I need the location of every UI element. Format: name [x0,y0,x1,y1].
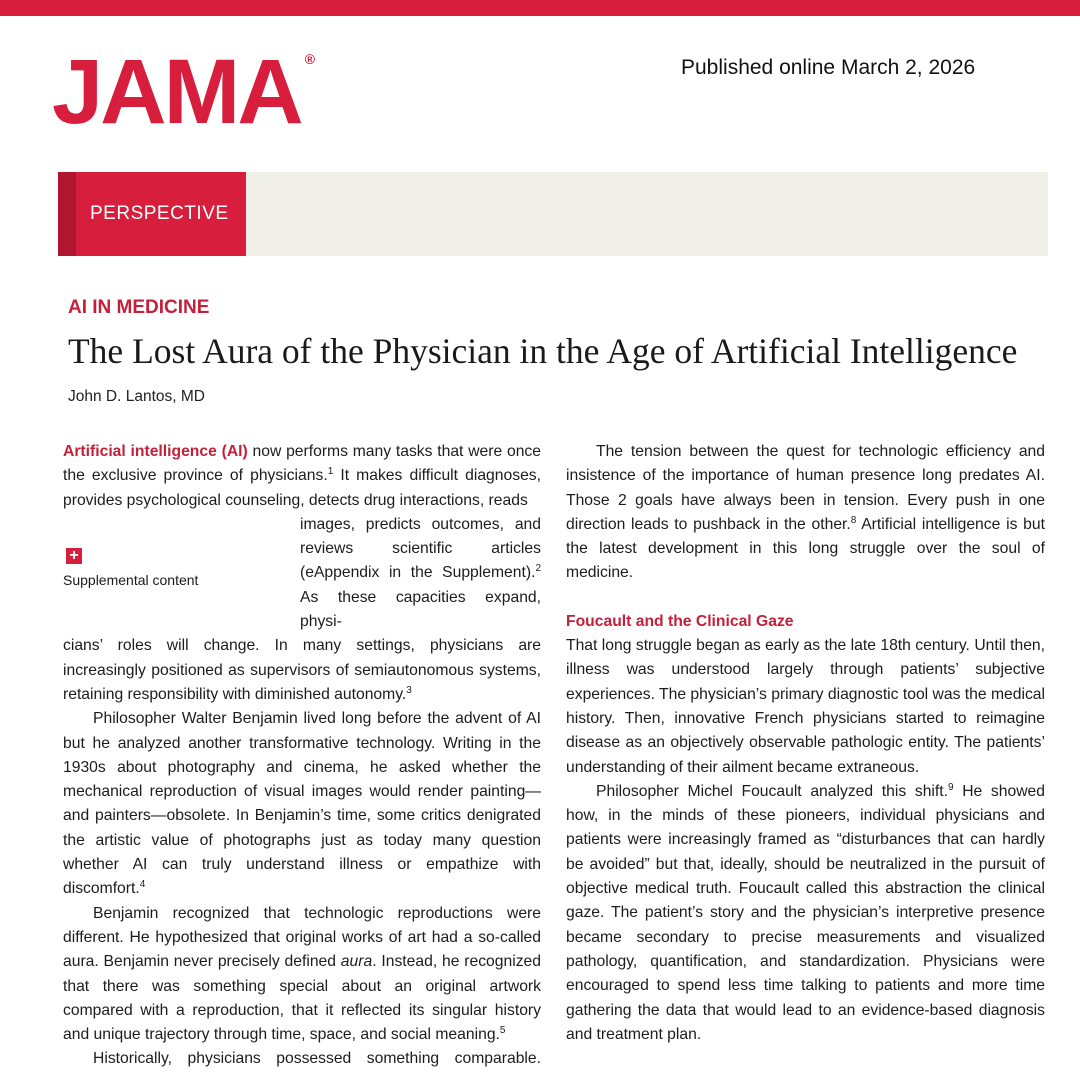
section-heading: Foucault and the Clinical Gaze [566,612,794,630]
lead-in: Artificial intelligence (AI) [63,443,248,460]
paragraph-text: cians’ roles will change. In many settings, physicians are increasingly positioned as supervisors of semiautonomous systems, retaining responsibility with diminished autonomy. [63,637,541,703]
registered-mark: ® [304,51,316,67]
supplemental-content-link[interactable]: Supplemental content [63,572,199,588]
article-type-label: PERSPECTIVE [90,203,229,224]
publication-date: Published online March 2, 2026 [681,56,976,79]
top-accent-bar [0,0,1080,16]
paragraph-1 [63,440,541,513]
section-label: AI IN MEDICINE [68,297,210,318]
reference-9[interactable]: 9 [948,781,954,793]
article-title: The Lost Aura of the Physician in the Age of Artificial Intelligence [68,331,1018,371]
reference-2[interactable]: 2 [535,563,541,575]
emphasis-aura: aura [340,953,373,971]
paragraph-text: That long struggle began as early as the late 18th century. Until then, illness was understood largely through patients’ subjective experiences. The physician’s primary diagnostic tool was the medical history. Then, innovative French physicians started to reimagine disease as an objectively observable pathologic entity. The patients’ understanding of their ailment became extraneous. [566,637,1045,776]
paragraph-text: now performs many tasks that were once the exclusive province of physicians. [63,443,541,485]
reference-4[interactable]: 4 [139,879,146,891]
paragraph-text: Philosopher Walter Benjamin lived long before the advent of AI but he analyzed another transformative technology. Writing in the 1930s about photography and cinema, he asked whether the mechanical reproduction of visual images would render painting—and painters—obsolete. In Benjamin’s time, some critics denigrated the artistic value of photographs just as today many question whether AI can truly understand illness or empathize with discomfort. [63,710,541,898]
paragraph-text: Benjamin recognized that technologic reproductions were different. He hypothesized that original works of art had a so-called aura. Benjamin never precisely defined [63,904,541,971]
wrapped-text [300,513,541,634]
paragraph-5 [566,440,1045,586]
paragraph-text: Artificial intelligence is but the latest development in this long struggle over the soul of medicine. [566,515,1045,582]
paragraph-text: He showed how, in the minds of these pioneers, individual physicians and patients were increasingly framed as “disturbances that can hardly be avoided” but that, ideally, should be neutralized in the pursuit of objective medical truth. Foucault called this abstraction the clinical gaze. The patient’s story and the physician’s interpretive presence became secondary to precise measurements and visualized pathology, quantification, and standardization. Physicians were encouraged to spend less time talking to patients and more time gathering the data that would lead to an evidence-based diagnosis and treatment plan. [566,782,1046,1043]
body-column-right [566,440,1045,1047]
paragraph-6 [566,634,1045,780]
paragraph-4 [63,1047,541,1071]
paragraph-text: images, predicts outcomes, and reviews scientific articles (eAppendix in the Supplement). [300,515,541,582]
body-column-left [63,440,541,1072]
jama-logo [52,41,316,143]
supplement-spacer [63,513,300,634]
paragraph-text: The tension between the quest for technologic efficiency and insistence of the importance of human presence long predates AI. Those 2 goals have always been in tension. Every push in one direction leads to pushback in the other. [566,443,1045,533]
wrapped-text-block [63,513,541,634]
banner-red-edge [58,172,76,256]
reference-3[interactable]: 3 [406,684,412,696]
paragraph-text: Historically, physicians possessed something comparable. [93,1050,541,1068]
paragraph-3 [63,902,541,1048]
logo-text: JAMA [52,41,301,143]
paragraph-text: As these capacities expand, physi- [300,588,541,631]
paragraph-2 [63,707,541,901]
reference-8[interactable]: 8 [850,514,857,526]
paragraph-7 [566,780,1045,1047]
paragraph-text: It makes difficult diagnoses, provides psychological counseling, detects drug interactions, reads [63,467,541,509]
paragraph-1-continued [63,634,541,707]
plus-icon[interactable]: + [66,548,82,564]
author-byline: John D. Lantos, MD [68,388,205,405]
paragraph-text: . Instead, he recognized that there was something special about an original artwork compared with a reproduction, that it reflected its singular history and unique trajectory through time, space, and social meaning. [63,953,541,1044]
reference-1[interactable]: 1 [327,466,334,478]
paragraph-text: Philosopher Michel Foucault analyzed this shift. [596,782,948,800]
reference-5[interactable]: 5 [499,1024,506,1036]
